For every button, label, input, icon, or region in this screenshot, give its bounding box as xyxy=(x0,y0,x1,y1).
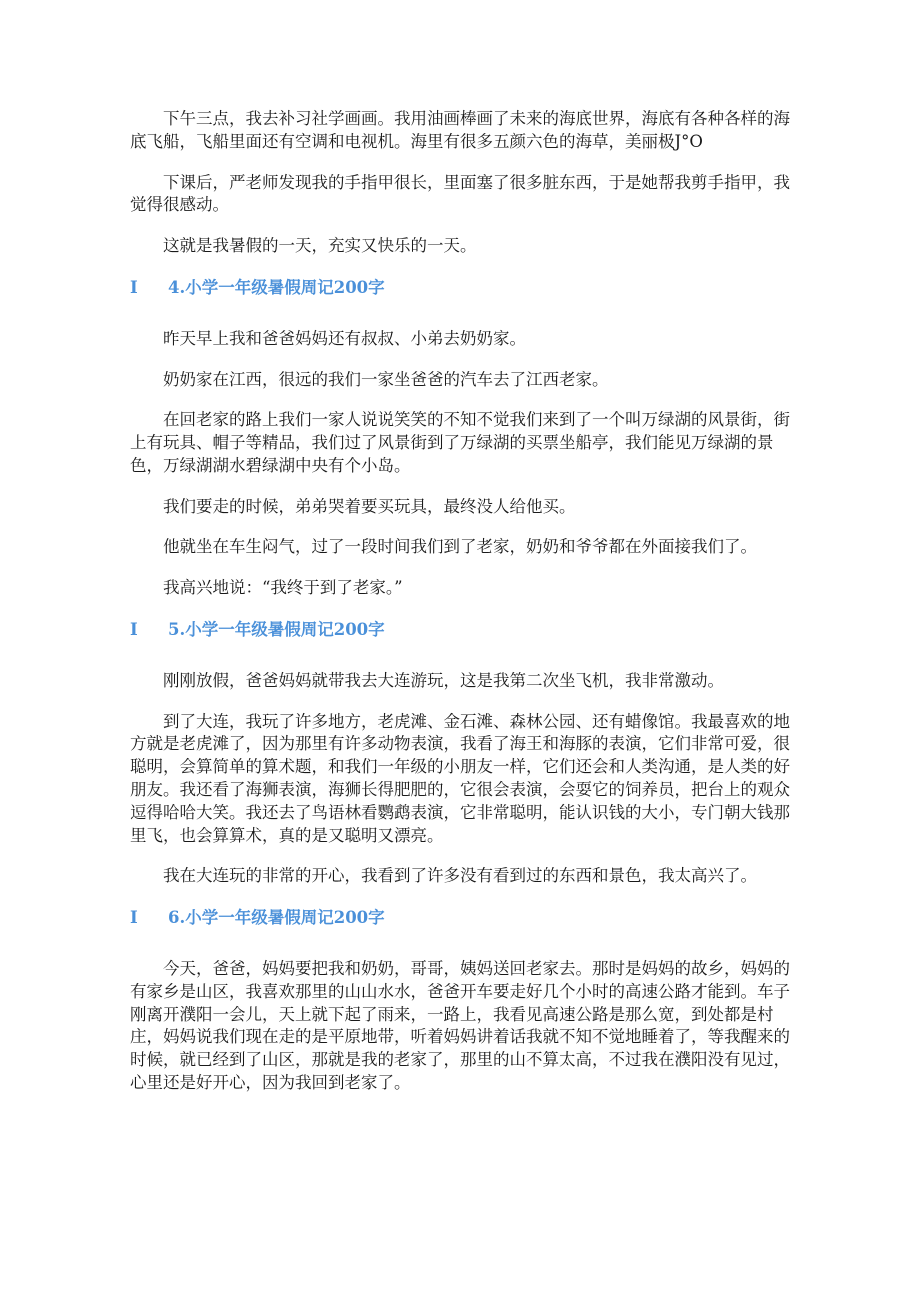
section-heading-6 xyxy=(130,906,800,930)
section-heading-5 xyxy=(130,618,800,642)
heading-marker: I xyxy=(130,619,138,639)
heading-title: 4.小学一年级暑假周记200字 xyxy=(168,277,385,297)
paragraph: 刚刚放假，爸爸妈妈就带我去大连游玩，这是我第二次坐飞机，我非常激动。 xyxy=(163,670,724,690)
document-page xyxy=(130,108,800,1113)
section-heading-4 xyxy=(130,276,800,300)
heading-title: 6.小学一年级暑假周记200字 xyxy=(168,908,385,928)
paragraph: 在回老家的路上我们一家人说说笑笑的不知不觉我们来到了一个叫万绿湖的风景街，街上有玩具、帽子等精品，我们过了风景街到了万绿湖的买票坐船亭，我们能见万绿湖的景色，万绿湖湖水碧绿湖中央有个小岛。 xyxy=(130,410,790,475)
paragraph: 这就是我暑假的一天，充实又快乐的一天。 xyxy=(163,236,477,256)
paragraph: 我高兴地说：“我终于到了老家。” xyxy=(163,578,403,598)
paragraph: 奶奶家在江西，很远的我们一家坐爸爸的汽车去了江西老家。 xyxy=(163,369,609,389)
paragraph: 下午三点，我去补习社学画画。我用油画棒画了未来的海底世界，海底有各种各样的海底飞船，飞船里面还有空调和电视机。海里有很多五颜六色的海草，美丽极J°O xyxy=(130,109,790,151)
heading-title: 5.小学一年级暑假周记200字 xyxy=(168,619,385,639)
paragraph: 下课后，严老师发现我的手指甲很长，里面塞了很多脏东西，于是她帮我剪手指甲，我觉得很感动。 xyxy=(130,172,790,215)
paragraph: 我在大连玩的非常的开心，我看到了许多没有看到过的东西和景色，我太高兴了。 xyxy=(163,866,757,886)
paragraph: 今天，爸爸，妈妈要把我和奶奶，哥哥，姨妈送回老家去。那时是妈妈的故乡，妈妈的有家乡是山区，我喜欢那里的山山水水，爸爸开车要走好几个小时的高速公路才能到。车子刚离开濮阳一会儿，天上就下起了雨来，一路上，我看见高速公路是那么宽，到处都是村庄，妈妈说我们现在走的是平原地带，听着妈妈讲着话我就不知不觉地睡着了，等我醒来的时候，就已经到了山区，那就是我的老家了，那里的山不算太高，不过我在濮阳没有见过，心里还是好开心，因为我回到老家了。 xyxy=(130,959,790,1092)
paragraph: 我们要走的时候，弟弟哭着要买玩具，最终没人给他买。 xyxy=(163,496,576,516)
paragraph: 到了大连，我玩了许多地方，老虎滩、金石滩、森林公园、还有蜡像馆。我最喜欢的地方就是老虎滩了，因为那里有许多动物表演，我看了海王和海豚的表演，它们非常可爱，很聪明，会算简单的算术题，和我们一年级的小朋友一样，它们还会和人类沟通，是人类的好朋友。我还看了海狮表演，海狮长得肥肥的，它很会表演，会耍它的饲养员，把台上的观众逗得哈哈大笑。我还去了鸟语林看鹦鹉表演，它非常聪明，能认识钱的大小，专门朝大钱那里飞，也会算算术，真的是又聪明又漂亮。 xyxy=(130,711,790,845)
paragraph: 昨天早上我和爸爸妈妈还有叔叔、小弟去奶奶家。 xyxy=(163,328,526,348)
heading-marker: I xyxy=(130,908,138,928)
heading-marker: I xyxy=(130,277,138,297)
paragraph: 他就坐在车生闷气，过了一段时间我们到了老家，奶奶和爷爷都在外面接我们了。 xyxy=(163,537,757,557)
